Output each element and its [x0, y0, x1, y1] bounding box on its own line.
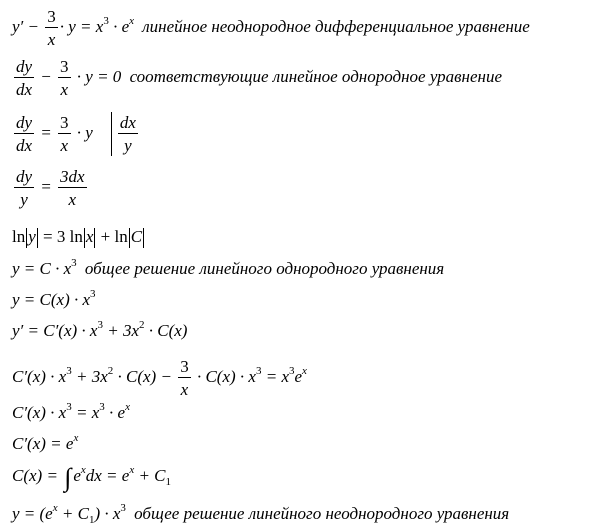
expr-part: + C — [57, 504, 89, 523]
expr-part: − — [36, 66, 57, 86]
equation-line-10 — [12, 401, 130, 422]
expr-part: y = C · x — [12, 259, 72, 278]
equation-line-13 — [12, 502, 510, 526]
fraction-numerator: 3 — [180, 357, 189, 376]
subscript: 1 — [165, 476, 172, 488]
exponent: 3 — [255, 364, 262, 377]
abs-bar — [84, 228, 85, 248]
expr-part: C(x) = — [12, 466, 63, 485]
expr-part: = — [36, 122, 57, 142]
fraction-numerator: 3dx — [60, 167, 85, 186]
exponent: 3 — [66, 401, 72, 413]
exponent: x — [302, 364, 307, 377]
expr-part: · C(x) − — [113, 366, 177, 386]
equation-line-6 — [12, 257, 445, 278]
abs-bar — [129, 228, 130, 248]
equation-line-2 — [12, 58, 502, 98]
expr-part: C′(x) = e — [12, 434, 74, 453]
fraction-denominator: x — [180, 380, 189, 399]
equation-comment: общее решение линейного однородного уравнения — [84, 259, 445, 278]
fraction-numerator: dx — [119, 113, 136, 132]
exponent: x — [80, 464, 86, 476]
expr-part: + 3x — [71, 366, 108, 386]
exponent: 3 — [99, 401, 105, 413]
equation-line-9 — [12, 358, 307, 398]
fraction — [178, 358, 191, 398]
equation-line-8 — [12, 319, 188, 340]
equation-line-12 — [12, 465, 171, 491]
exponent: x — [125, 401, 130, 413]
exponent: x — [73, 432, 79, 444]
fraction-denominator: dx — [16, 136, 33, 155]
expr-part: = x — [261, 366, 289, 386]
equation-comment: соответствующие линейное однородное уравнение — [129, 66, 502, 86]
integral-sign: ∫ — [64, 463, 72, 492]
expr-part: = — [36, 176, 57, 196]
expr-part: e — [294, 366, 303, 386]
expr-part: y′ = C′(x) · x — [12, 321, 98, 340]
expr-part: dx = e — [85, 466, 130, 485]
abs-bar — [37, 228, 38, 248]
expr-part: ) · x — [94, 504, 121, 523]
expr-part: e — [73, 466, 81, 485]
fraction-denominator: dx — [16, 80, 33, 99]
fraction-denominator: y — [124, 136, 132, 155]
equation-line-4 — [12, 168, 89, 208]
expr-part: y = (e — [12, 504, 53, 523]
expr-part: + C — [134, 466, 166, 485]
abs-bar — [143, 228, 144, 248]
expr-part: C′(x) · x — [12, 403, 67, 422]
expr-part: · e — [108, 16, 130, 36]
fraction-numerator: dy — [16, 57, 33, 76]
expr-part: · e — [104, 403, 126, 422]
expr-part: C — [130, 227, 143, 246]
exponent: x — [129, 464, 135, 476]
equation-comment: общее решение линейного неоднородного уравнения — [134, 504, 510, 523]
expr-part: · C(x) — [144, 321, 188, 340]
fraction-numerator: dy — [16, 167, 33, 186]
exponent: 3 — [120, 502, 126, 514]
exponent: 3 — [97, 319, 103, 331]
exponent: x — [52, 502, 58, 514]
expr-part: ln — [12, 227, 26, 246]
expr-part: · y — [72, 122, 93, 142]
expr-part: x — [85, 227, 94, 246]
fraction — [14, 58, 34, 98]
expr-part: C′(x) · x — [12, 366, 67, 386]
fraction-denominator: y — [20, 190, 28, 209]
fraction-denominator: x — [60, 80, 69, 99]
fraction-numerator: 3 — [47, 7, 56, 26]
exponent: 3 — [103, 14, 109, 27]
expr-part: = x — [71, 403, 100, 422]
fraction-denominator: x — [47, 30, 56, 49]
expr-part: = 3 ln — [38, 227, 83, 246]
fraction — [118, 114, 138, 154]
fraction — [45, 8, 58, 48]
expr-part: y = C(x) · x — [12, 290, 91, 309]
exponent: 2 — [107, 364, 114, 377]
fraction — [58, 168, 87, 208]
fraction-denominator: x — [60, 136, 69, 155]
equation-line-5 — [12, 228, 145, 248]
equation-line-1 — [12, 8, 530, 48]
equation-comment: линейное неоднородное дифференциальное уравнение — [142, 16, 530, 36]
expr-part: y — [28, 227, 36, 246]
fraction-numerator: dy — [16, 113, 33, 132]
exponent: 2 — [139, 319, 145, 331]
exponent: 3 — [90, 288, 96, 300]
fraction — [14, 168, 34, 208]
multiply-both-sides-bar — [111, 112, 112, 156]
fraction — [58, 114, 71, 154]
equation-line-7 — [12, 288, 96, 309]
fraction — [14, 114, 34, 154]
expr-part: · C(x) · x — [192, 366, 256, 386]
exponent: x — [129, 14, 134, 27]
fraction — [58, 58, 71, 98]
fraction-denominator: x — [68, 190, 77, 209]
expr-part: · y = x — [59, 16, 104, 36]
exponent: 3 — [66, 364, 72, 377]
expr-part: + 3x — [102, 321, 139, 340]
expr-part: · y = 0 — [72, 66, 122, 86]
equation-line-11 — [12, 432, 79, 453]
expr-part: + ln — [96, 227, 128, 246]
exponent: 3 — [71, 257, 77, 269]
exponent: 3 — [289, 364, 295, 377]
fraction-numerator: 3 — [60, 113, 69, 132]
subscript: 1 — [88, 514, 95, 526]
equation-line-3 — [12, 112, 140, 156]
expr-part: y′ − — [12, 16, 44, 36]
fraction-numerator: 3 — [60, 57, 69, 76]
